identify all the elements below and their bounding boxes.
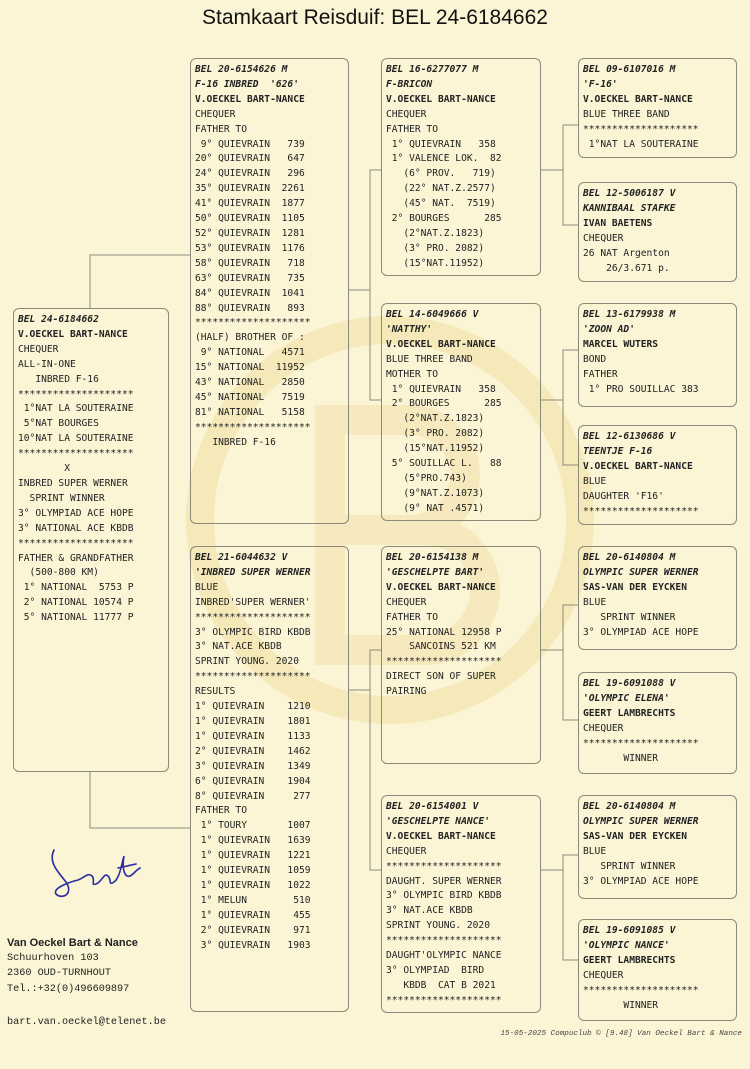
card-line: 5° SOUILLAC L. 88 (386, 458, 502, 470)
card-line: 3° NATIONAL ACE KBDB (18, 522, 134, 534)
ring-number: BEL 12-6130686 V (583, 431, 676, 442)
card-line: 9° QUIEVRAIN 739 (195, 138, 305, 150)
card-line: 1°NAT LA SOUTERAINE (18, 403, 134, 415)
card-line: DAUGHTER 'F16' (583, 490, 664, 502)
card-line: ******************** (18, 537, 134, 549)
card-line: SPRINT YOUNG. 2020 (195, 656, 299, 668)
ring-number: BEL 20-6154138 M (386, 552, 479, 563)
ring-number: BEL 09-6107016 M (583, 64, 676, 75)
card-line: FATHER TO (386, 123, 438, 135)
card-line: 1° QUIEVRAIN 1059 (195, 865, 311, 877)
card-line: 6° QUIEVRAIN 1904 (195, 775, 311, 787)
card-line: V.OECKEL BART-NANCE (386, 830, 496, 842)
card-line: 52° QUIEVRAIN 1281 (195, 227, 305, 239)
card-line: (15°NAT.11952) (386, 443, 485, 455)
owner-name: Van Oeckel Bart & Nance (7, 937, 138, 949)
subject-pigeon-card[interactable] (13, 308, 169, 772)
card-line: 3° QUIEVRAIN 1349 (195, 760, 311, 772)
card-line: (2°NAT.Z.1823) (386, 413, 485, 425)
card-line: ******************** (583, 737, 699, 749)
great-grandparent-card-2[interactable] (578, 182, 737, 282)
card-line: SAS-VAN DER EYCKEN (583, 581, 687, 593)
card-line: 2° NATIONAL 10574 P (18, 597, 134, 609)
card-line: ******************** (195, 421, 311, 433)
card-line: 1° QUIEVRAIN 1801 (195, 715, 311, 727)
card-line: TEENTJE F-16 (583, 445, 653, 457)
card-line: 81° NATIONAL 5158 (195, 406, 305, 418)
maternal-grandfather-card[interactable] (381, 546, 541, 764)
owner-email-link[interactable]: bart.van.oeckel@telenet.be (7, 1017, 166, 1028)
card-line: DIRECT SON OF SUPER (386, 671, 496, 683)
card-line: 5°NAT BOURGES (18, 418, 99, 430)
card-line: IVAN BAETENS (583, 217, 653, 229)
card-line: 1° QUIEVRAIN 358 (386, 138, 496, 150)
great-grandparent-card-1[interactable] (578, 58, 737, 158)
card-line: BLUE (195, 581, 219, 593)
card-line: V.OECKEL BART-NANCE (18, 328, 128, 340)
card-line: FATHER TO (195, 805, 247, 817)
card-line: 3° OLYMPIAD ACE HOPE (18, 507, 134, 519)
card-line: V.OECKEL BART-NANCE (583, 93, 693, 105)
card-line: INBRED F-16 (195, 436, 276, 448)
ring-number: BEL 14-6049666 V (386, 309, 479, 320)
card-line: MARCEL WUTERS (583, 338, 659, 350)
ring-number: BEL 20-6140804 M (583, 552, 676, 563)
card-line: 'INBRED SUPER WERNER (195, 566, 311, 578)
card-line: 15° NATIONAL 11952 (195, 362, 305, 374)
card-line: 2° BOURGES 285 (386, 213, 502, 225)
card-line: BOND (583, 353, 607, 365)
father-card[interactable] (190, 58, 349, 524)
card-line: GEERT LAMBRECHTS (583, 707, 676, 719)
great-grandparent-card-3[interactable] (578, 303, 737, 407)
card-line: FATHER TO (195, 123, 247, 135)
card-line: 20° QUIEVRAIN 647 (195, 153, 305, 165)
paternal-grandmother-card[interactable] (381, 303, 541, 521)
card-line: WINNER (583, 999, 659, 1011)
card-line: 1° MELUN 510 (195, 894, 311, 906)
maternal-grandmother-card[interactable] (381, 795, 541, 1013)
great-grandparent-card-7[interactable] (578, 795, 737, 899)
card-line: ******************** (195, 671, 311, 683)
card-line: CHEQUER (583, 722, 624, 734)
card-line: CHEQUER (583, 232, 624, 244)
card-line: BLUE (583, 845, 607, 857)
card-line: (9° NAT .4571) (386, 502, 485, 514)
great-grandparent-card-6[interactable] (578, 672, 737, 774)
card-line: 84° QUIEVRAIN 1041 (195, 287, 305, 299)
card-line: (45° NAT. 7519) (386, 198, 496, 210)
card-line: 'GESCHELPTE NANCE' (386, 815, 490, 827)
ring-number: BEL 12-5006187 V (583, 188, 676, 199)
card-line: 1° QUIEVRAIN 1221 (195, 850, 311, 862)
card-line: 3° OLYMPIAD ACE HOPE (583, 626, 699, 638)
card-line: CHEQUER (195, 108, 236, 120)
card-line: DAUGHT'OLYMPIC NANCE (386, 950, 502, 962)
card-line: ******************** (195, 317, 311, 329)
card-line: 24° QUIEVRAIN 296 (195, 168, 305, 180)
card-line: 45° NATIONAL 7519 (195, 391, 305, 403)
card-line: BLUE (583, 596, 607, 608)
card-line: 88° QUIEVRAIN 893 (195, 302, 305, 314)
ring-number: BEL 24-6184662 (18, 314, 99, 325)
card-line: 3° OLYMPIAD ACE HOPE (583, 875, 699, 887)
card-line: SPRINT WINNER (18, 492, 105, 504)
great-grandparent-card-4[interactable] (578, 425, 737, 525)
handwritten-signature (44, 842, 144, 902)
card-line: 3° QUIEVRAIN 1903 (195, 939, 311, 951)
card-line: KANNIBAAL STAFKE (583, 202, 676, 214)
card-line: ******************** (583, 505, 699, 517)
card-line: 25° NATIONAL 12958 P (386, 626, 502, 638)
card-line: 1° QUIEVRAIN 1210 (195, 701, 311, 713)
card-line: ALL-IN-ONE (18, 358, 76, 370)
card-line: MOTHER TO (386, 368, 438, 380)
ring-number: BEL 20-6154001 V (386, 801, 479, 812)
card-line: 35° QUIEVRAIN 2261 (195, 183, 305, 195)
card-line: ******************** (386, 656, 502, 668)
ring-number: BEL 16-6277077 M (386, 64, 479, 75)
card-line: (6° PROV. 719) (386, 168, 496, 180)
card-line: (3° PRO. 2082) (386, 428, 485, 440)
card-line: 3° OLYMPIC BIRD KBDB (386, 890, 502, 902)
ring-number: BEL 20-6140804 M (583, 801, 676, 812)
card-line: GEERT LAMBRECHTS (583, 954, 676, 966)
card-line: (22° NAT.Z.2577) (386, 183, 496, 195)
card-line: SANCOINS 521 KM (386, 641, 496, 653)
card-line: 43° NATIONAL 2850 (195, 377, 305, 389)
card-line: 1° QUIEVRAIN 1133 (195, 730, 311, 742)
card-line: V.OECKEL BART-NANCE (386, 338, 496, 350)
card-line: X (18, 463, 70, 475)
card-line: 1° PRO SOUILLAC 383 (583, 383, 699, 395)
card-line: (15°NAT.11952) (386, 257, 485, 269)
card-line: FATHER TO (386, 611, 438, 623)
card-line: 41° QUIEVRAIN 1877 (195, 198, 305, 210)
card-line: OLYMPIC SUPER WERNER (583, 815, 699, 827)
card-line: CHEQUER (583, 969, 624, 981)
card-line: CHEQUER (386, 108, 427, 120)
card-line: SPRINT YOUNG. 2020 (386, 920, 490, 932)
ring-number: BEL 21-6044632 V (195, 552, 288, 563)
card-line: INBRED'SUPER WERNER' (195, 596, 311, 608)
card-line: F-BRICON (386, 78, 433, 90)
card-line: BLUE THREE BAND (583, 108, 670, 120)
card-line: SPRINT WINNER (583, 611, 676, 623)
card-line: 8° QUIEVRAIN 277 (195, 790, 311, 802)
card-line: ******************** (583, 123, 699, 135)
ring-number: BEL 19-6091085 V (583, 925, 676, 936)
card-line: 'OLYMPIC NANCE' (583, 939, 670, 951)
card-line: INBRED SUPER WERNER (18, 477, 128, 489)
card-line: 5° NATIONAL 11777 P (18, 612, 134, 624)
card-line: (500-800 KM) (18, 567, 99, 579)
card-line: (HALF) BROTHER OF : (195, 332, 305, 344)
card-line: PAIRING (386, 686, 427, 698)
card-line: 1° QUIEVRAIN 1022 (195, 879, 311, 891)
card-line: 1° NATIONAL 5753 P (18, 582, 134, 594)
card-line: 2° QUIEVRAIN 1462 (195, 745, 311, 757)
card-line: F-16 INBRED '626' (195, 78, 299, 90)
card-line: CHEQUER (18, 343, 59, 355)
card-line: WINNER (583, 752, 659, 764)
card-line: DAUGHT. SUPER WERNER (386, 875, 502, 887)
card-line: V.OECKEL BART-NANCE (195, 93, 305, 105)
card-line: FATHER (583, 368, 618, 380)
card-line: 1° VALENCE LOK. 82 (386, 153, 502, 165)
card-line: CHEQUER (386, 845, 427, 857)
card-line: SAS-VAN DER EYCKEN (583, 830, 687, 842)
card-line: BLUE THREE BAND (386, 353, 473, 365)
card-line: 1°NAT LA SOUTERAINE (583, 138, 699, 150)
card-line: 10°NAT LA SOUTERAINE (18, 433, 134, 445)
card-line: 50° QUIEVRAIN 1105 (195, 213, 305, 225)
card-line: 1° QUIEVRAIN 358 (386, 383, 496, 395)
card-line: 26/3.671 p. (583, 262, 670, 274)
card-line: FATHER & GRANDFATHER (18, 552, 134, 564)
card-line: 9° NATIONAL 4571 (195, 347, 305, 359)
great-grandparent-card-5[interactable] (578, 546, 737, 650)
card-line: V.OECKEL BART-NANCE (583, 460, 693, 472)
card-line: BLUE (583, 475, 607, 487)
card-line: (2°NAT.Z.1823) (386, 227, 485, 239)
great-grandparent-card-8[interactable] (578, 919, 737, 1021)
owner-city: 2360 OUD-TURNHOUT (7, 968, 111, 980)
card-line: 1° TOURY 1007 (195, 820, 311, 832)
card-line: ******************** (18, 388, 134, 400)
card-line: 1° QUIEVRAIN 1639 (195, 835, 311, 847)
card-line: 2° QUIEVRAIN 971 (195, 924, 311, 936)
card-line: 2° BOURGES 285 (386, 398, 502, 410)
card-line: RESULTS (195, 686, 236, 698)
ring-number: BEL 13-6179938 M (583, 309, 676, 320)
card-line: 53° QUIEVRAIN 1176 (195, 242, 305, 254)
footer-credits: 15-05-2025 Compuclub © [9.48] Van Oeckel Bart & Nance (500, 1030, 742, 1038)
page-title: Stamkaart Reisduif: BEL 24-6184662 (202, 6, 548, 29)
card-line: ******************** (386, 935, 502, 947)
ring-number: BEL 19-6091088 V (583, 678, 676, 689)
card-line: (9°NAT.Z.1073) (386, 487, 485, 499)
card-line: (3° PRO. 2082) (386, 242, 485, 254)
owner-address-block (7, 936, 138, 997)
card-line: SPRINT WINNER (583, 860, 676, 872)
card-line: 'NATTHY' (386, 323, 433, 335)
mother-card[interactable] (190, 546, 349, 1012)
card-line: KBDB CAT B 2021 (386, 979, 496, 991)
ring-number: BEL 20-6154626 M (195, 64, 288, 75)
card-line: 3° OLYMPIC BIRD KBDB (195, 626, 311, 638)
card-line: 'ZOON AD' (583, 323, 635, 335)
card-line: ******************** (583, 984, 699, 996)
card-line: V.OECKEL BART-NANCE (386, 581, 496, 593)
owner-phone: Tel.:+32(0)496609897 (7, 983, 130, 995)
card-line: INBRED F-16 (18, 373, 99, 385)
card-line: 3° NAT.ACE KBDB (195, 641, 282, 653)
owner-street: Schuurhoven 103 (7, 953, 99, 965)
card-line: ******************** (18, 448, 134, 460)
card-line: CHEQUER (386, 596, 427, 608)
card-line: ******************** (195, 611, 311, 623)
card-line: 3° OLYMPIAD BIRD (386, 964, 485, 976)
card-line: 1° QUIEVRAIN 455 (195, 909, 311, 921)
card-line: ******************** (386, 860, 502, 872)
card-line: ******************** (386, 994, 502, 1006)
card-line: (5°PRO.743) (386, 472, 467, 484)
paternal-grandfather-card[interactable] (381, 58, 541, 276)
card-line: 63° QUIEVRAIN 735 (195, 272, 305, 284)
card-line: V.OECKEL BART-NANCE (386, 93, 496, 105)
card-line: 26 NAT Argenton (583, 247, 670, 259)
card-line: 3° NAT.ACE KBDB (386, 905, 473, 917)
card-line: 'F-16' (583, 78, 618, 90)
card-line: OLYMPIC SUPER WERNER (583, 566, 699, 578)
card-line: 'OLYMPIC ELENA' (583, 692, 670, 704)
card-line: 'GESCHELPTE BART' (386, 566, 485, 578)
card-line: 58° QUIEVRAIN 718 (195, 257, 305, 269)
